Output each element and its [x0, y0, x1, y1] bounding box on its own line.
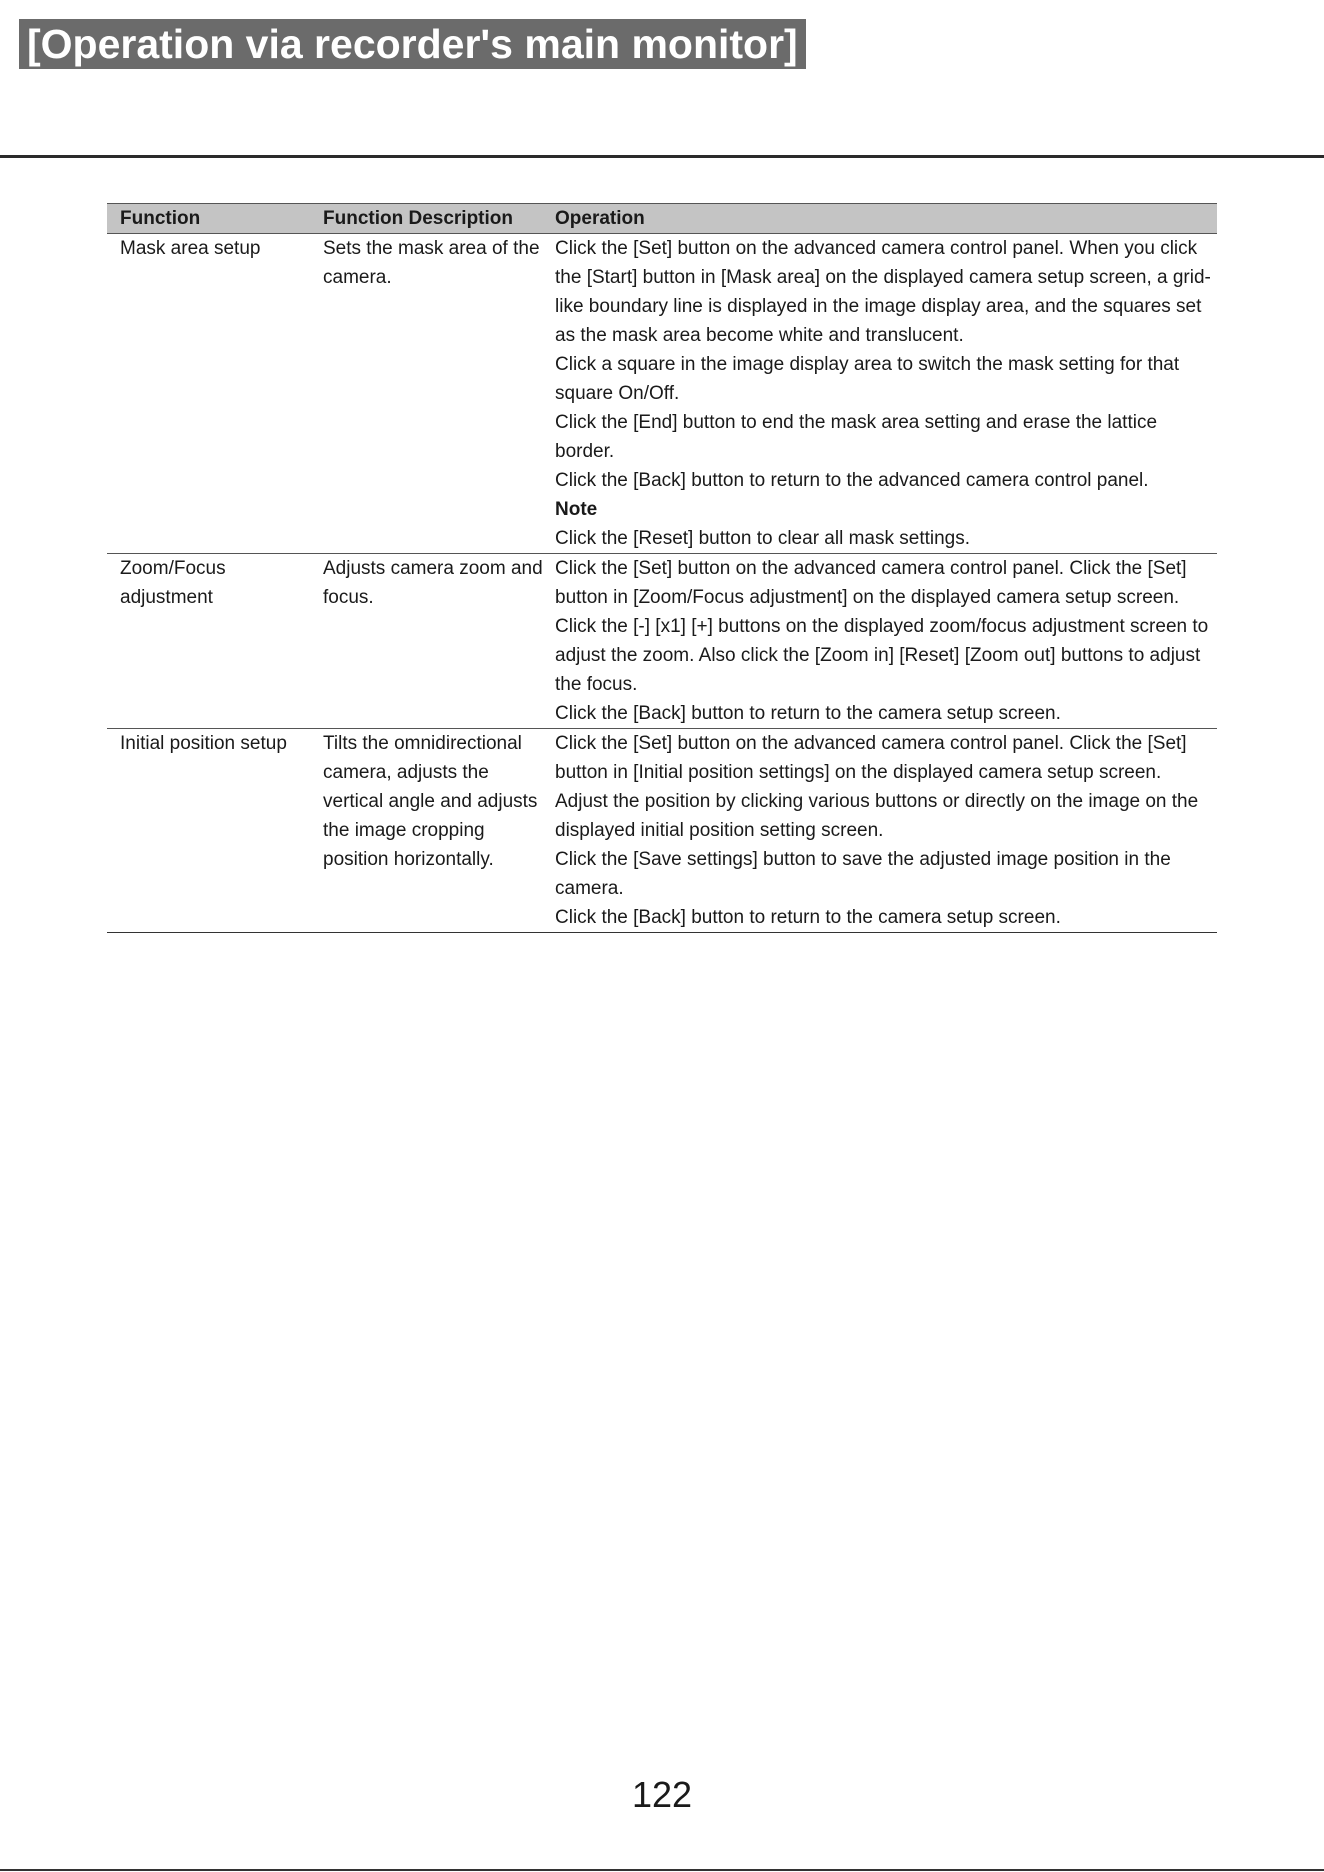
operation-cell	[547, 554, 1217, 729]
table-row-zoom-focus	[107, 554, 1217, 729]
description-cell: Sets the mask area of the camera.	[312, 234, 547, 554]
function-cell: Zoom/Focus adjustment	[107, 554, 312, 729]
operation-cell	[547, 729, 1217, 933]
column-header-description: Function Description	[312, 204, 547, 234]
description-cell: Adjusts camera zoom and focus.	[312, 554, 547, 729]
operation-step: Click the [End] button to end the mask area setting and erase the lattice border.	[555, 412, 1158, 462]
header-divider	[0, 155, 1324, 158]
page-number: 122	[631, 1774, 693, 1815]
table-header-row	[107, 204, 1217, 234]
function-table	[107, 203, 1217, 933]
operation-step: Click the [Set] button on the advanced camera control panel. Click the [Set] button in [Zoom/Focus adjustment] on the displayed camera setup screen. Click the [-] [x1] [+] buttons on the displayed zoom/focus adjustment screen to adjust the zoom. Also click the [Zoom in] [Reset] [Zoom out] buttons to adjust the focus.	[555, 558, 1209, 695]
description-cell: Tilts the omnidirectional camera, adjusts the vertical angle and adjusts the image cropping position horizontally.	[312, 729, 547, 933]
note-label: Note	[555, 499, 598, 520]
operation-step: Click the [Back] button to return to the advanced camera control panel.	[555, 470, 1149, 491]
operation-step: Click the [Set] button on the advanced camera control panel. When you click the [Start] button in [Mask area] on the displayed camera setup screen, a grid-like boundary line is displayed in the image display area, and the squares set as the mask area become white and translucent.	[555, 238, 1211, 346]
operation-step: Click the [Save settings] button to save the adjusted image position in the camera.	[555, 849, 1171, 899]
operation-cell	[547, 234, 1217, 554]
function-cell: Mask area setup	[107, 234, 312, 554]
operation-step: Click a square in the image display area to switch the mask setting for that square On/Off.	[555, 354, 1180, 404]
page-title: [Operation via recorder's main monitor]	[19, 19, 806, 69]
table-row-initial-position	[107, 729, 1217, 933]
operation-step: Adjust the position by clicking various buttons or directly on the image on the displayed initial position setting screen.	[555, 791, 1199, 841]
operation-step: Click the [Back] button to return to the camera setup screen.	[555, 907, 1061, 928]
column-header-function: Function	[107, 204, 312, 234]
table-row-mask-area	[107, 234, 1217, 554]
column-header-operation: Operation	[547, 204, 1217, 234]
note-text: Click the [Reset] button to clear all mask settings.	[555, 528, 971, 549]
operation-step: Click the [Back] button to return to the camera setup screen.	[555, 703, 1061, 724]
operation-step: Click the [Set] button on the advanced camera control panel. Click the [Set] button in [Initial position settings] on the displayed camera setup screen.	[555, 733, 1187, 783]
function-cell: Initial position setup	[107, 729, 312, 933]
footer-divider	[0, 1869, 1324, 1871]
